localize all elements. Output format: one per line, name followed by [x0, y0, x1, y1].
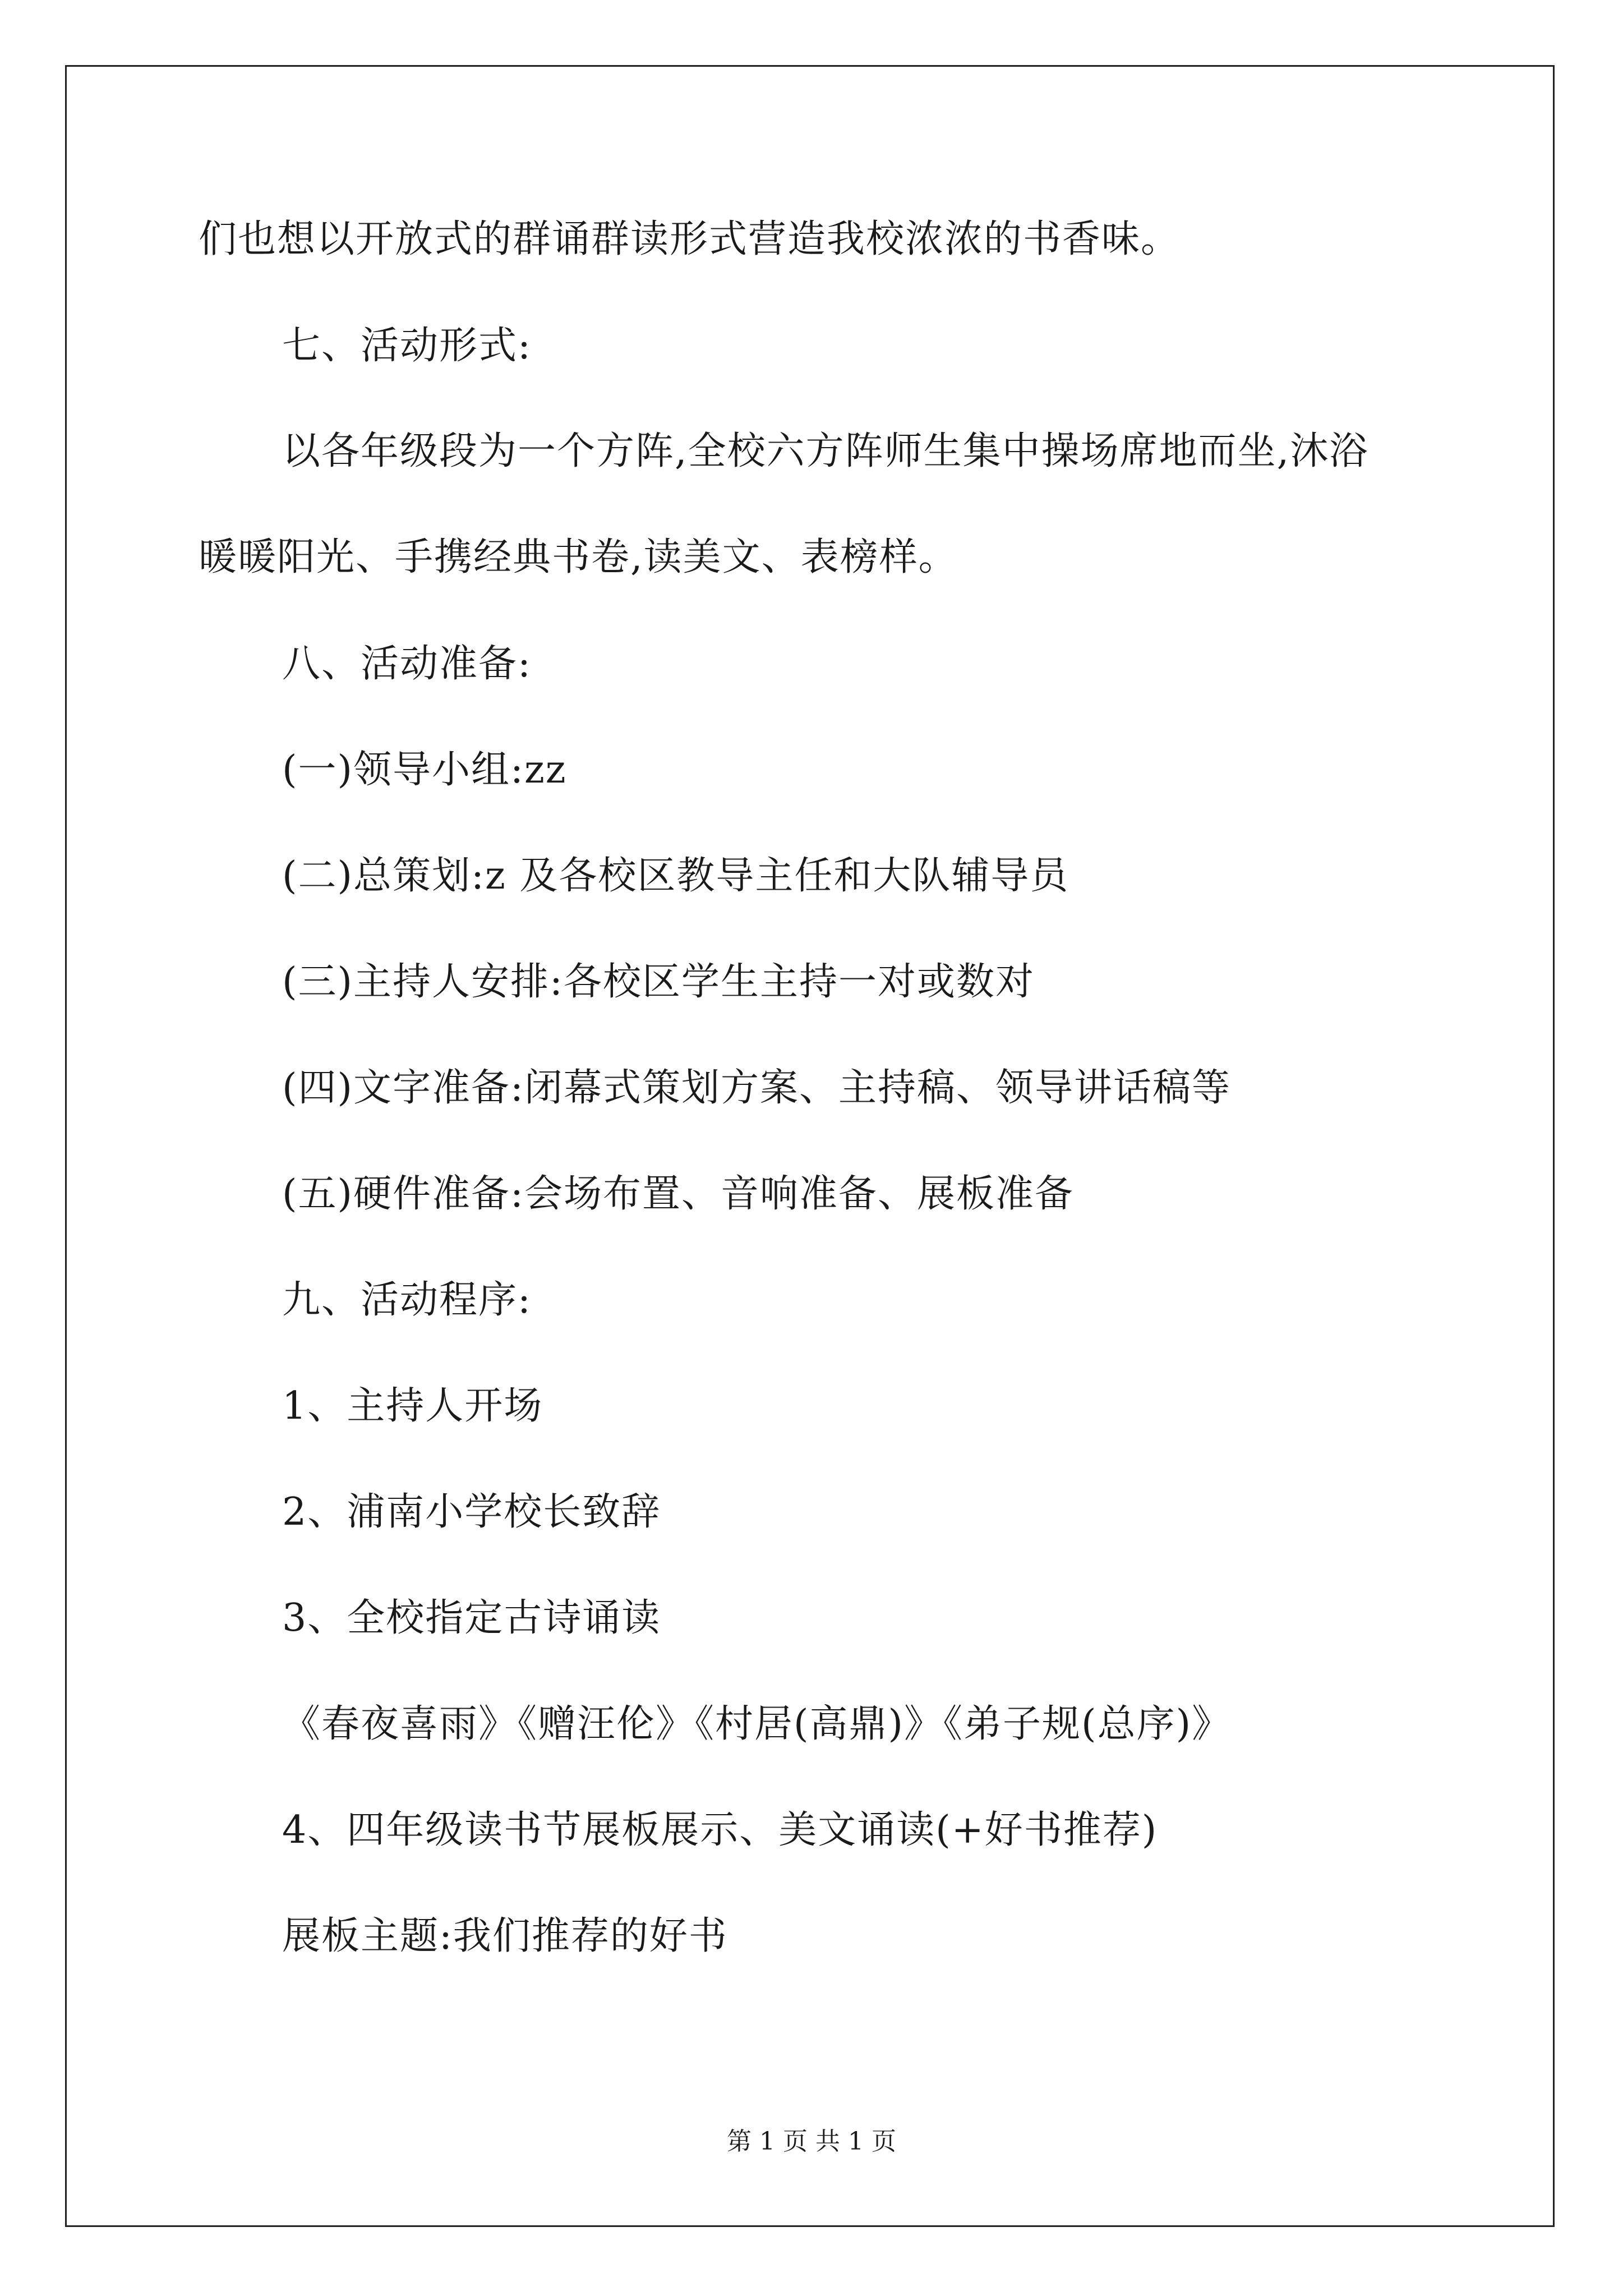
- program-item-2: 2、浦南小学校长致辞: [282, 1490, 661, 1534]
- list-item-planning: (二)总策划:z 及各校区教导主任和大队辅导员: [282, 854, 1069, 898]
- page-border: [65, 65, 1555, 2227]
- list-item-host: (三)主持人安排:各校区学生主持一对或数对: [282, 960, 1035, 1004]
- page-number: 第 1 页 共 1 页: [727, 2127, 896, 2156]
- text-line-activity-form-2: 暖暖阳光、手携经典书卷,读美文、表榜样。: [199, 535, 958, 579]
- program-item-4: 4、四年级读书节展板展示、美文诵读(+好书推荐): [282, 1808, 1158, 1852]
- program-item-1: 1、主持人开场: [282, 1384, 543, 1428]
- text-line-activity-form-1: 以各年级段为一个方阵,全校六方阵师生集中操场席地而坐,沐浴: [282, 429, 1369, 473]
- list-item-text-prep: (四)文字准备:闭幕式策划方案、主持稿、领导讲话稿等: [282, 1066, 1231, 1110]
- list-item-leadership: (一)领导小组:zz: [282, 748, 567, 792]
- text-line-continuation: 们也想以开放式的群诵群读形式营造我校浓浓的书香味。: [199, 217, 1181, 261]
- list-item-hardware-prep: (五)硬件准备:会场布置、音响准备、展板准备: [282, 1172, 1074, 1216]
- section-heading-7: 七、活动形式:: [282, 324, 532, 368]
- section-heading-8: 八、活动准备:: [282, 642, 532, 686]
- poem-list: 《春夜喜雨》《赠汪伦》《村居(高鼎)》《弟子规(总序)》: [282, 1702, 1232, 1746]
- program-item-3: 3、全校指定古诗诵读: [282, 1596, 661, 1640]
- display-board-theme: 展板主题:我们推荐的好书: [282, 1914, 728, 1958]
- section-heading-9: 九、活动程序:: [282, 1278, 532, 1322]
